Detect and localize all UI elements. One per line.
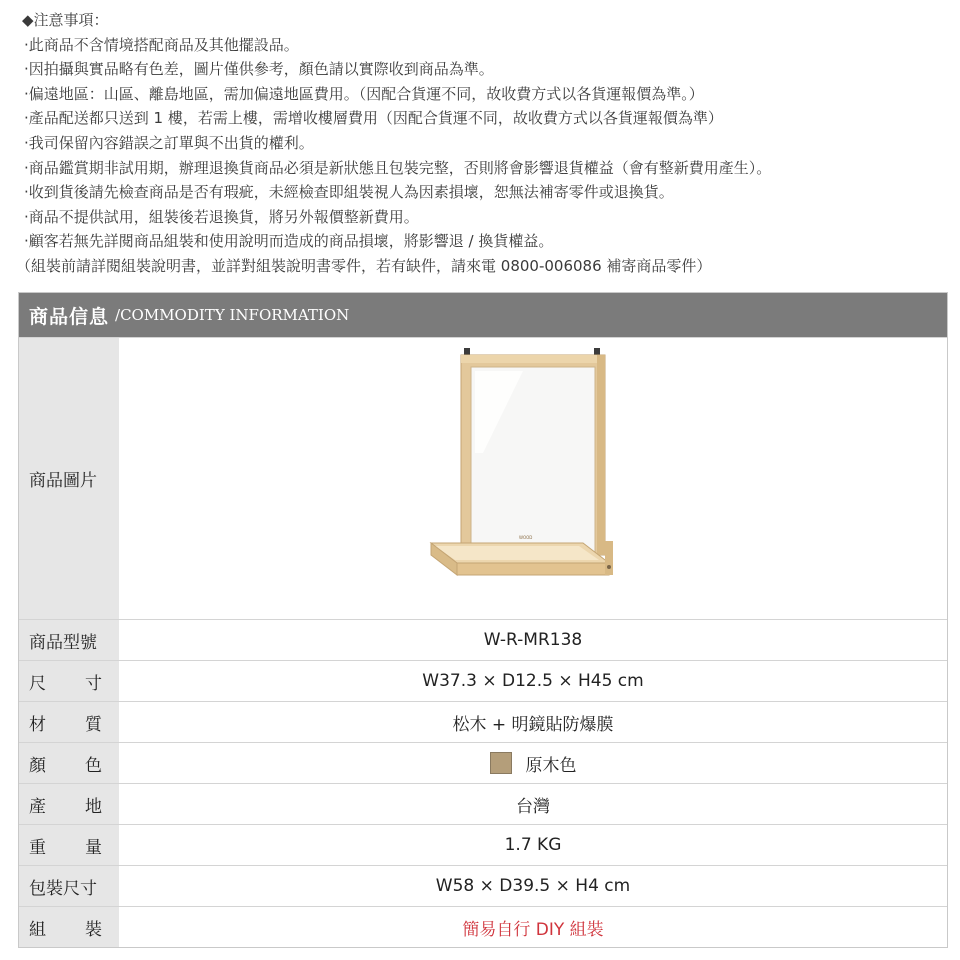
- table-row-color: [19, 742, 947, 783]
- label-assembly-char1: 組: [29, 919, 46, 940]
- value-color: [119, 743, 947, 783]
- tray-inner: [435, 546, 599, 560]
- color-swatch: [490, 752, 512, 774]
- product-image: [119, 338, 947, 619]
- note-assembly-reminder: （組裝前請詳閱組裝說明書，並詳對組裝說明書零件，若有缺件，請來電 0800-006086 補寄商品零件）: [16, 256, 712, 275]
- label-model: 商品型號: [19, 620, 119, 660]
- label-product-image: 商品圖片: [19, 338, 119, 619]
- label-color-char1: 顏: [29, 755, 46, 776]
- table-row-model: [19, 619, 947, 660]
- notes-section: [16, 8, 942, 279]
- tray-front: [457, 563, 609, 575]
- tray-leg-right: [605, 541, 613, 575]
- commodity-info-table: [18, 292, 948, 948]
- label-material: [19, 702, 119, 742]
- value-assembly: 簡易自行 DIY 組裝: [462, 919, 604, 940]
- table-row-size: [19, 660, 947, 701]
- table-row-origin: [19, 783, 947, 824]
- tray-screw: [607, 565, 611, 569]
- label-color: [19, 743, 119, 783]
- value-origin: 台灣: [516, 796, 550, 817]
- note-item: ·我司保留內容錯誤之訂單與不出貨的權利。: [24, 133, 314, 152]
- note-item: ·商品鑑賞期非試用期，辦理退換貨商品必須是新狀態且包裝完整，否則將會影響退貨權益（會有整新費用產生）。: [24, 158, 772, 177]
- note-item: ·收到貨後請先檢查商品是否有瑕疵，未經檢查即組裝視人為因素損壞，恕無法補寄零件或退換貨。: [24, 183, 674, 202]
- value-material: 松木 + 明鏡貼防爆膜: [452, 714, 614, 735]
- value-color-text: 原木色: [525, 755, 577, 776]
- label-weight: [19, 825, 119, 865]
- label-weight-char2: 量: [85, 837, 102, 858]
- label-color-char2: 色: [85, 755, 102, 776]
- commodity-info-header: [19, 293, 947, 337]
- label-origin-char2: 地: [85, 796, 102, 817]
- header-title-cn: 商品信息: [29, 305, 110, 328]
- value-size: W37.3 × D12.5 × H45 cm: [422, 671, 644, 691]
- table-row-material: [19, 701, 947, 742]
- value-model: W-R-MR138: [483, 630, 583, 650]
- label-size-char2: 寸: [85, 673, 102, 694]
- table-row-weight: [19, 824, 947, 865]
- table-row-assembly: [19, 906, 947, 947]
- label-origin-char1: 產: [29, 796, 46, 817]
- frame-side-right: [597, 355, 605, 555]
- header-title-en: /COMMODITY INFORMATION: [115, 306, 350, 324]
- value-weight: 1.7 KG: [504, 835, 562, 855]
- label-material-char1: 材: [29, 714, 46, 735]
- label-size-char1: 尺: [29, 673, 46, 694]
- frame-top-rail: [461, 355, 605, 363]
- label-size: [19, 661, 119, 701]
- note-item: ·顧客若無先詳閱商品組裝和使用說明而造成的商品損壞，將影響退 / 換貨權益。: [24, 232, 554, 251]
- wooden-mirror-image: [423, 343, 643, 615]
- note-item: ·商品不提供試用，組裝後若退換貨，將另外報價整新費用。: [24, 207, 419, 226]
- brand-stamp: WOOD: [519, 534, 533, 540]
- value-package: W58 × D39.5 × H4 cm: [435, 876, 631, 896]
- table-row-image: [19, 337, 947, 619]
- table-row-package: [19, 865, 947, 906]
- note-item: ·偏遠地區：山區、離島地區，需加偏遠地區費用。（因配合貨運不同，故收費方式以各貨運報價為準。）: [24, 84, 704, 103]
- note-item: ·此商品不含情境搭配商品及其他擺設品。: [24, 35, 299, 54]
- notes-title: ◆注意事項：: [22, 11, 109, 29]
- label-package: 包裝尺寸: [19, 866, 119, 906]
- label-weight-char1: 重: [29, 837, 46, 858]
- label-origin: [19, 784, 119, 824]
- label-assembly-char2: 裝: [85, 919, 102, 940]
- note-item: ·因拍攝與實品略有色差，圖片僅供參考，顏色請以實際收到商品為準。: [24, 60, 494, 79]
- note-item: ·產品配送都只送到 1 樓，若需上樓，需增收樓層費用（因配合貨運不同，故收費方式以各貨運報價為準）: [24, 109, 723, 128]
- label-material-char2: 質: [85, 714, 102, 735]
- label-assembly: [19, 907, 119, 947]
